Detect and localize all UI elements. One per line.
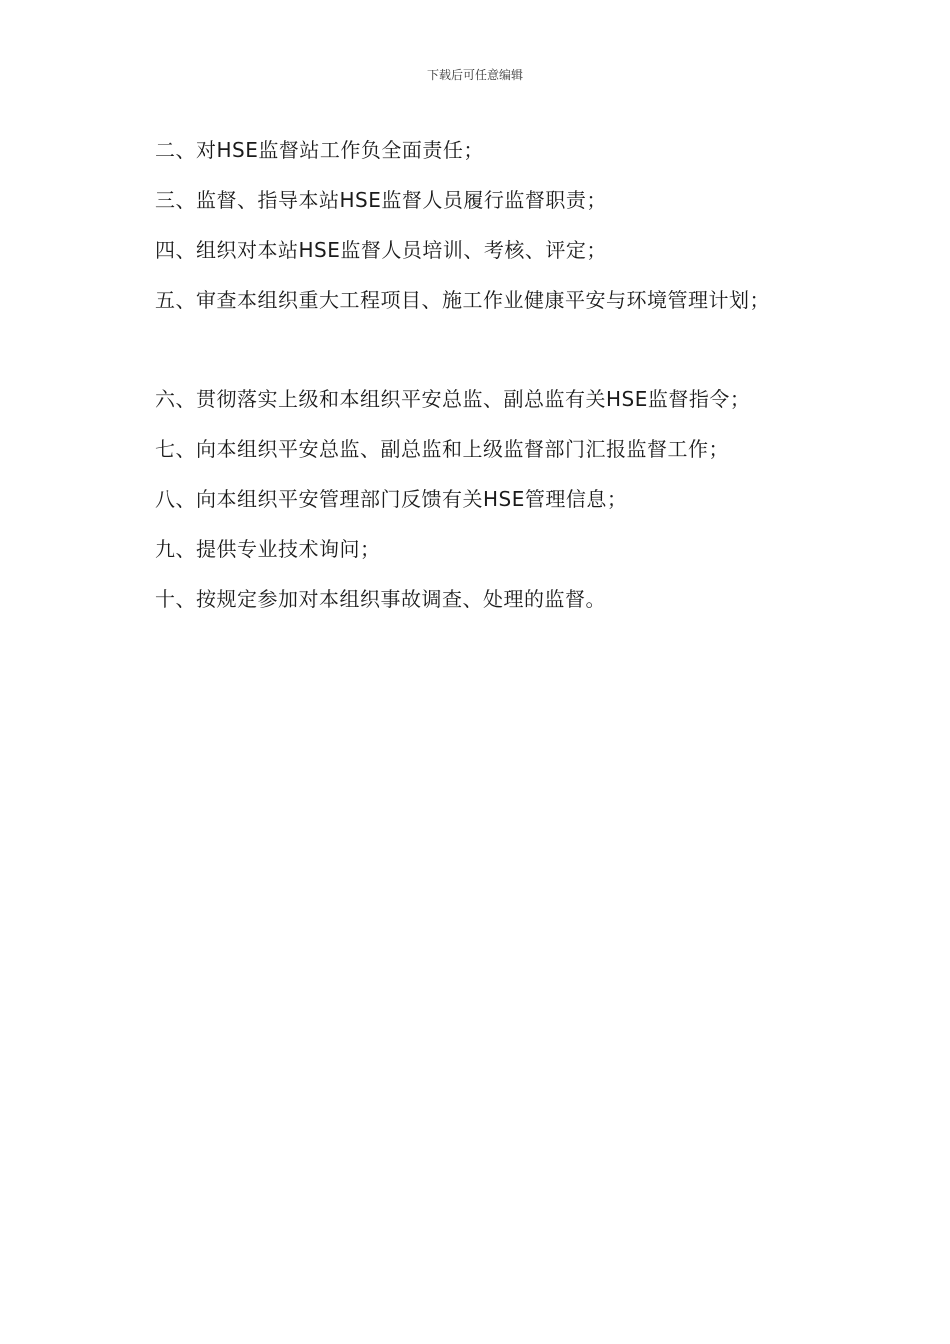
list-item: 四、组织对本站HSE监督人员培训、考核、评定； xyxy=(155,238,607,262)
list-item: 十、按规定参加对本组织事故调查、处理的监督。 xyxy=(155,587,606,611)
list-item: 六、贯彻落实上级和本组织平安总监、副总监有关HSE监督指令； xyxy=(155,387,751,411)
list-item: 三、监督、指导本站HSE监督人员履行监督职责； xyxy=(155,188,607,212)
page-header: 下载后可任意编辑 xyxy=(426,68,523,82)
list-item: 五、审查本组织重大工程项目、施工作业健康平安与环境管理计划； xyxy=(155,288,770,312)
list-item: 九、提供专业技术询问； xyxy=(155,537,381,561)
list-item: 二、对HSE监督站工作负全面责任； xyxy=(155,138,484,162)
list-item: 八、向本组织平安管理部门反馈有关HSE管理信息； xyxy=(155,487,628,511)
list-item: 七、向本组织平安总监、副总监和上级监督部门汇报监督工作； xyxy=(155,437,729,461)
